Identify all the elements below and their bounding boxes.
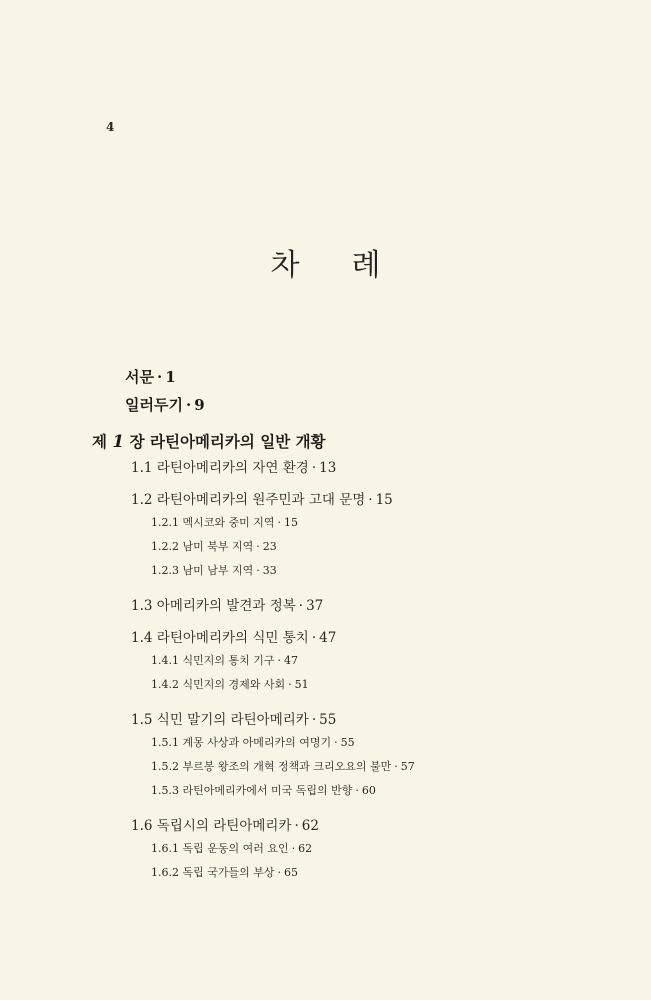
toc-separator: · bbox=[156, 368, 163, 386]
toc-entry-number: 1.4 bbox=[131, 630, 153, 646]
toc-entry-number: 1.2.2 bbox=[151, 540, 179, 553]
toc-entry-page: 60 bbox=[361, 784, 376, 797]
toc-entry-number: 1.2.3 bbox=[151, 564, 179, 577]
toc-entry-page: 23 bbox=[262, 540, 277, 553]
toc-entry-page: 57 bbox=[400, 760, 415, 773]
toc-entry-page: 55 bbox=[319, 712, 337, 728]
toc-entry-number: 1.5.3 bbox=[151, 784, 179, 797]
toc-entry-title: 식민 말기의 라틴아메리카 bbox=[156, 712, 309, 728]
toc-entry-number: 1.5 bbox=[131, 712, 153, 728]
toc-section-entry[interactable] bbox=[131, 456, 336, 476]
toc-section-entry[interactable] bbox=[131, 594, 323, 614]
toc-entry-page: 47 bbox=[319, 630, 337, 646]
toc-entry-number: 1.4.2 bbox=[151, 678, 179, 691]
toc-entry-number: 1.4.1 bbox=[151, 654, 179, 667]
toc-entry-title: 일러두기 bbox=[125, 396, 183, 414]
toc-entry-page: 51 bbox=[294, 678, 309, 691]
toc-entry-title: 식민지의 경제와 사회 bbox=[182, 678, 286, 691]
page-title: 차례 bbox=[270, 248, 433, 283]
toc-separator: · bbox=[394, 760, 398, 773]
toc-entry-number: 1.6 bbox=[131, 818, 153, 834]
toc-separator: · bbox=[256, 564, 260, 577]
chapter-number: 1 bbox=[112, 432, 125, 452]
toc-separator: · bbox=[368, 492, 373, 508]
toc-entry-title: 라틴아메리카의 자연 환경 bbox=[156, 460, 309, 476]
toc-separator: · bbox=[311, 712, 317, 728]
toc-separator: · bbox=[291, 842, 296, 855]
toc-entry-title: 남미 북부 지역 bbox=[182, 540, 254, 553]
toc-separator: · bbox=[311, 630, 317, 646]
toc-separator: · bbox=[277, 654, 282, 667]
toc-entry-title: 독립 국가들의 부상 bbox=[182, 866, 275, 879]
toc-entry-title: 아메리카의 발견과 정복 bbox=[156, 598, 296, 614]
toc-subsection-entry[interactable] bbox=[151, 782, 376, 798]
toc-entry-title: 독립시의 라틴아메리카 bbox=[156, 818, 292, 834]
toc-subsection-entry[interactable] bbox=[151, 562, 277, 578]
toc-entry-title: 멕시코와 중미 지역 bbox=[182, 516, 275, 529]
toc-separator: · bbox=[185, 396, 192, 414]
toc-subsection-entry[interactable] bbox=[151, 864, 298, 880]
toc-entry-title: 라틴아메리카에서 미국 독립의 반향 bbox=[182, 784, 353, 797]
toc-entry-number: 1.2.1 bbox=[151, 516, 179, 529]
toc-entry-title: 식민지의 통치 기구 bbox=[182, 654, 275, 667]
toc-entry-number: 1.5.1 bbox=[151, 736, 179, 749]
toc-entry-title: 독립 운동의 여러 요인 bbox=[182, 842, 289, 855]
toc-entry-page: 62 bbox=[301, 818, 319, 834]
toc-entry-title: 계몽 사상과 아메리카의 여명기 bbox=[182, 736, 332, 749]
toc-subsection-entry[interactable] bbox=[151, 734, 355, 750]
toc-entry-title: 라틴아메리카의 원주민과 고대 문명 bbox=[156, 492, 366, 508]
toc-separator: · bbox=[311, 460, 317, 476]
toc-subsection-entry[interactable] bbox=[151, 840, 312, 856]
toc-entry-number: 1.6.1 bbox=[151, 842, 179, 855]
chapter-suffix: 장 bbox=[129, 433, 145, 451]
toc-separator: · bbox=[294, 818, 299, 834]
toc-section-entry[interactable] bbox=[131, 708, 336, 728]
toc-subsection-entry[interactable] bbox=[151, 514, 298, 530]
toc-entry-page: 33 bbox=[262, 564, 277, 577]
toc-entry-page: 62 bbox=[298, 842, 313, 855]
toc-entry-title: 남미 남부 지역 bbox=[182, 564, 254, 577]
toc-entry-number: 1.2 bbox=[131, 492, 153, 508]
toc-entry-page: 15 bbox=[375, 492, 393, 508]
toc-section-entry[interactable] bbox=[131, 814, 319, 834]
page-number: 4 bbox=[106, 120, 115, 134]
toc-subsection-entry[interactable] bbox=[151, 538, 277, 554]
toc-entry-page: 1 bbox=[165, 368, 176, 386]
chapter-prefix: 제 bbox=[92, 433, 107, 451]
toc-subsection-entry[interactable] bbox=[151, 758, 415, 774]
toc-section-entry[interactable] bbox=[131, 626, 336, 646]
toc-separator: · bbox=[277, 866, 282, 879]
toc-entry-number: 1.1 bbox=[131, 460, 153, 476]
toc-entry-title: 부르봉 왕조의 개혁 정책과 크리오요의 불만 bbox=[182, 760, 392, 773]
toc-entry-number: 1.3 bbox=[131, 598, 153, 614]
toc-front-entry[interactable] bbox=[125, 394, 205, 415]
toc-entry-page: 15 bbox=[284, 516, 299, 529]
toc-separator: · bbox=[334, 736, 338, 749]
toc-entry-page: 37 bbox=[306, 598, 324, 614]
toc-front-entry[interactable] bbox=[125, 366, 176, 387]
toc-entry-number: 1.5.2 bbox=[151, 760, 179, 773]
toc-entry-page: 55 bbox=[340, 736, 355, 749]
toc-entry-title: 서문 bbox=[125, 368, 154, 386]
toc-separator: · bbox=[256, 540, 260, 553]
toc-separator: · bbox=[298, 598, 304, 614]
toc-section-entry[interactable] bbox=[131, 488, 393, 508]
toc-entry-title: 라틴아메리카의 식민 통치 bbox=[156, 630, 309, 646]
toc-entry-page: 65 bbox=[284, 866, 299, 879]
toc-separator: · bbox=[288, 678, 292, 691]
toc-entry-page: 47 bbox=[284, 654, 299, 667]
toc-subsection-entry[interactable] bbox=[151, 652, 298, 668]
toc-separator: · bbox=[355, 784, 359, 797]
chapter-title: 라틴아메리카의 일반 개황 bbox=[150, 433, 326, 451]
toc-separator: · bbox=[277, 516, 282, 529]
toc-entry-page: 9 bbox=[194, 396, 205, 414]
toc-chapter-heading[interactable] bbox=[92, 430, 326, 452]
toc-entry-number: 1.6.2 bbox=[151, 866, 179, 879]
toc-entry-page: 13 bbox=[319, 460, 337, 476]
toc-subsection-entry[interactable] bbox=[151, 676, 309, 692]
